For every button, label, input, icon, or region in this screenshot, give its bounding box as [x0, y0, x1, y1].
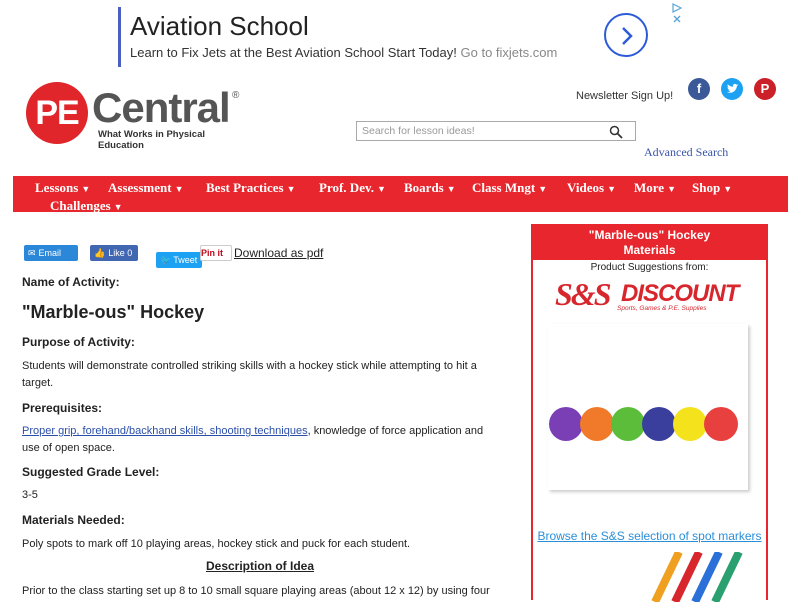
- nav-label: Assessment: [108, 180, 172, 195]
- spot-marker: [611, 407, 645, 441]
- prerequisites-label: Prerequisites:: [22, 401, 103, 415]
- share-email-label: Email: [38, 248, 62, 258]
- logo-name: Central: [92, 84, 230, 131]
- chevron-down-icon: ▼: [723, 184, 733, 194]
- name-of-activity-label: Name of Activity:: [22, 275, 120, 289]
- search-placeholder: Search for lesson ideas!: [362, 125, 475, 137]
- chevron-right-icon: [617, 25, 637, 47]
- chevron-down-icon: ▼: [286, 184, 296, 194]
- chevron-down-icon: ▼: [377, 184, 386, 194]
- pinterest-icon[interactable]: P: [754, 78, 776, 100]
- prerequisites-rest: , knowledge of force application and use of open space.: [22, 425, 484, 454]
- ad-go-button[interactable]: [604, 13, 648, 57]
- spot-marker: [580, 407, 614, 441]
- nav-item-videos[interactable]: [567, 180, 616, 196]
- facebook-icon[interactable]: f: [688, 78, 710, 100]
- tweet-button[interactable]: [156, 252, 202, 268]
- product-suggestions-label: Product Suggestions from:: [590, 262, 709, 273]
- chevron-down-icon: ▼: [607, 184, 616, 194]
- download-pdf-link[interactable]: Download as pdf: [234, 246, 324, 260]
- logo-tagline: What Works in Physical Education: [98, 129, 205, 151]
- description-text: Prior to the class starting set up 8 to 10 small square playing areas (about 12 x 12) by using four: [22, 585, 490, 597]
- nav-label: Class Mngt: [472, 180, 536, 195]
- main-nav: [13, 176, 788, 212]
- ad-banner[interactable]: [118, 3, 686, 67]
- twitter-bird-icon: 🐦: [160, 255, 172, 265]
- logo-registered: ®: [232, 90, 240, 101]
- like-label: Like 0: [108, 248, 133, 258]
- ad-text[interactable]: [130, 45, 557, 60]
- ad-title[interactable]: Aviation School: [130, 11, 309, 41]
- description-heading: Description of Idea: [205, 559, 315, 573]
- share-email-button[interactable]: [24, 245, 78, 261]
- spot-marker: [549, 407, 583, 441]
- mail-icon: ✉: [28, 248, 36, 258]
- materials-label: Materials Needed:: [22, 513, 125, 527]
- brand-discount: DISCOUNT: [621, 280, 739, 307]
- brand-ss: S&S: [555, 276, 610, 312]
- materials-text: Poly spots to mark off 10 playing areas, hockey stick and puck for each student.: [22, 538, 411, 550]
- activity-title: "Marble-ous" Hockey: [22, 302, 205, 322]
- nav-item-best-practices[interactable]: [206, 180, 296, 196]
- thumbs-up-icon: 👍: [94, 248, 106, 258]
- nav-item-more[interactable]: [634, 180, 676, 196]
- facebook-like-button[interactable]: [90, 245, 138, 261]
- chevron-down-icon: ▼: [538, 184, 548, 194]
- ss-discount-logo[interactable]: [555, 278, 745, 310]
- sidebar-title: [533, 226, 766, 260]
- advanced-search-link[interactable]: Advanced Search: [644, 145, 729, 159]
- purpose-text: Students will demonstrate controlled striking skills with a hockey stick while attempting to hit a target.: [22, 360, 477, 389]
- site-logo[interactable]: [26, 80, 246, 151]
- ad-accent-bar: [118, 7, 121, 67]
- search-input[interactable]: [356, 121, 636, 141]
- materials-sidebar: [531, 224, 768, 600]
- tweet-label: Tweet: [173, 255, 198, 265]
- nav-item-challenges[interactable]: [50, 198, 123, 214]
- nav-item-shop[interactable]: [692, 180, 732, 196]
- nav-label: Prof. Dev.: [319, 180, 374, 195]
- purpose-label: Purpose of Activity:: [22, 335, 135, 349]
- spot-marker: [704, 407, 738, 441]
- sidebar-title-line2: Materials: [623, 243, 676, 257]
- grade-level-label: Suggested Grade Level:: [22, 465, 160, 479]
- nav-label: Lessons: [35, 180, 79, 195]
- brand-tagline: Sports, Games & P.E. Supplies: [617, 305, 707, 312]
- ad-text-body: Learn to Fix Jets at the Best Aviation School Start Today!: [130, 45, 457, 60]
- chevron-down-icon: ▼: [81, 184, 91, 194]
- chevron-down-icon: ▼: [446, 184, 456, 194]
- nav-item-boards[interactable]: [404, 180, 456, 196]
- logo-mark: PE: [26, 82, 88, 144]
- prerequisites-text: [22, 423, 487, 457]
- nav-item-prof-dev[interactable]: [319, 180, 386, 196]
- ad-choices-icon[interactable]: [671, 2, 683, 24]
- browse-spot-markers-link[interactable]: Browse the S&S selection of spot markers: [537, 529, 762, 543]
- newsletter-signup-link[interactable]: Newsletter Sign Up!: [576, 90, 674, 102]
- nav-item-lessons[interactable]: [35, 180, 90, 196]
- pin-it-button[interactable]: Pin it: [200, 245, 232, 261]
- chevron-down-icon: ▼: [113, 202, 123, 212]
- prerequisites-link[interactable]: Proper grip, forehand/backhand skills, shooting techniques: [22, 425, 308, 437]
- hockey-sticks-product-image[interactable]: [643, 552, 753, 602]
- spot-marker: [642, 407, 676, 441]
- chevron-down-icon: ▼: [174, 184, 184, 194]
- nav-label: Shop: [692, 180, 721, 195]
- search-icon[interactable]: [609, 125, 623, 139]
- nav-item-assessment[interactable]: [108, 180, 183, 196]
- twitter-icon[interactable]: [721, 78, 743, 100]
- spot-marker: [673, 407, 707, 441]
- chevron-down-icon: ▼: [667, 184, 676, 194]
- sidebar-title-line1: "Marble-ous" Hockey: [588, 228, 711, 242]
- nav-item-class-mngt[interactable]: [472, 180, 547, 196]
- nav-label: More: [634, 180, 665, 195]
- nav-label: Challenges: [50, 198, 111, 213]
- nav-label: Videos: [567, 180, 605, 195]
- nav-label: Boards: [404, 180, 444, 195]
- ad-link[interactable]: Go to fixjets.com: [460, 45, 558, 60]
- grade-level-value: 3-5: [22, 489, 38, 501]
- spot-markers-graphic: [548, 324, 748, 490]
- nav-label: Best Practices: [206, 180, 284, 195]
- spot-markers-product-image[interactable]: [548, 324, 748, 490]
